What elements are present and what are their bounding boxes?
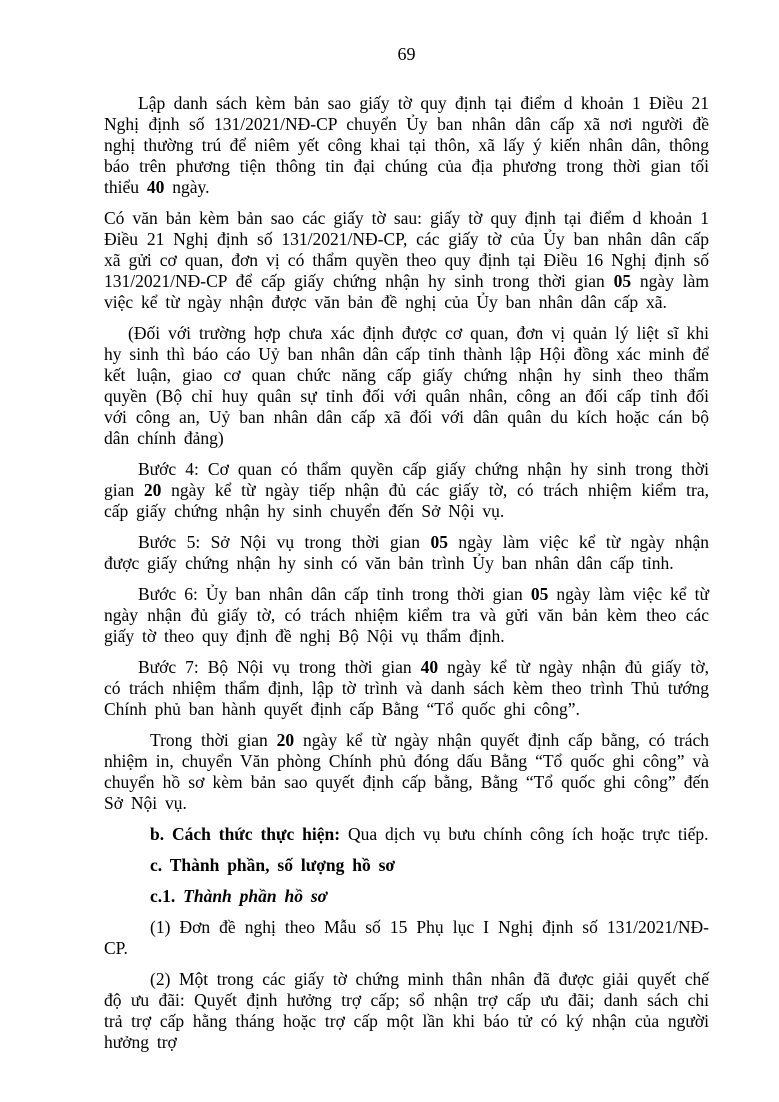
text-run: b. Cách thức thực hiện:: [150, 824, 341, 844]
text-run: Có văn bản kèm bản sao các giấy tờ sau: giấy tờ quy định tại điểm d khoản 1 Điều 21 Nghị định số 131/2021/NĐ-CP, các giấy tờ của Ủy ban nhân dân cấp xã gửi cơ quan, đơn vị có thẩm quyền theo quy định tại Điều 16 Nghị định số 131/2021/NĐ-CP để cấp giấy chứng nhận hy sinh trong thời gian: [104, 208, 709, 291]
paragraph: [104, 584, 709, 647]
text-run: (Đối với trường hợp chưa xác định được cơ quan, đơn vị quản lý liệt sĩ khi hy sinh thì báo cáo Uỷ ban nhân dân cấp tỉnh thành lập Hội đồng xác minh để kết luận, giao cơ quan chức năng cấp giấy chứng nhận hy sinh theo thẩm quyền (Bộ chỉ huy quân sự tỉnh đối với quân nhân, công an đối cấp tỉnh đối với công an, Uỷ ban nhân dân cấp xã đối với dân quân du kích hoặc cán bộ dân chính đảng): [104, 323, 709, 448]
paragraph: [104, 917, 709, 959]
paragraph: [104, 824, 709, 845]
text-run: Trong thời gian: [150, 730, 277, 750]
page-number: 69: [397, 44, 416, 64]
text-run: ngày kể từ ngày nhận quyết định cấp bằng, có trách nhiệm in, chuyển Văn phòng Chính phủ đóng dấu Bằng “Tổ quốc ghi công” và chuyển hồ sơ kèm bản sao quyết định cấp bằng, Bằng “Tổ quốc ghi công” đến Sở Nội vụ.: [104, 730, 709, 813]
document-body: [104, 93, 709, 1053]
text-run: ngày kể từ ngày nhận đủ giấy tờ, có trách nhiệm thẩm định, lập tờ trình và danh sách kèm theo trình Thủ tướng Chính phủ ban hành quyết định cấp Bằng “Tổ quốc ghi công”.: [104, 657, 709, 719]
text-run: Qua dịch vụ bưu chính công ích hoặc trực tiếp.: [340, 824, 709, 844]
text-run: 05: [430, 532, 448, 552]
text-run: 05: [613, 271, 632, 291]
text-run: c. Thành phần, số lượng hồ sơ: [150, 855, 396, 875]
text-run: 40: [146, 177, 165, 197]
paragraph: [104, 208, 709, 313]
text-run: ngày kể từ ngày tiếp nhận đủ các giấy tờ, có trách nhiệm kiểm tra, cấp giấy chứng nhận hy sinh chuyển đến Sở Nội vụ.: [104, 480, 709, 521]
paragraph: [104, 323, 709, 449]
text-run: ngày làm việc kể từ ngày nhận đủ giấy tờ, có trách nhiệm kiểm tra và gửi văn bản kèm theo các giấy tờ theo quy định đề nghị Bộ Nội vụ thẩm định.: [104, 584, 709, 646]
paragraph: [104, 93, 709, 198]
text-run: Thành phần hồ sơ: [183, 886, 328, 906]
text-run: ngày.: [164, 177, 210, 197]
paragraph: [104, 855, 709, 876]
text-run: Bước 5: Sở Nội vụ trong thời gian: [138, 532, 431, 552]
text-run: Bước 4: Cơ quan có thẩm quyền cấp giấy chứng nhận hy sinh trong thời gian: [104, 459, 709, 500]
text-run: ngày làm việc kể từ ngày nhận được giấy chứng nhận hy sinh có văn bản trình Ủy ban nhân dân cấp tỉnh.: [104, 532, 709, 573]
text-run: 40: [420, 657, 439, 677]
text-run: (1) Đơn đề nghị theo Mẫu số 15 Phụ lục I Nghị định số 131/2021/NĐ-CP.: [104, 917, 709, 958]
paragraph: [104, 886, 709, 907]
paragraph: [104, 657, 709, 720]
text-run: 05: [530, 584, 549, 604]
text-run: Bước 7: Bộ Nội vụ trong thời gian: [138, 657, 421, 677]
text-run: c.1.: [150, 886, 184, 906]
paragraph: [104, 459, 709, 522]
text-run: (2) Một trong các giấy tờ chứng minh thân nhân đã được giải quyết chế độ ưu đãi: Quyết định hưởng trợ cấp; sổ nhận trợ cấp ưu đãi; danh sách chi trả trợ cấp hằng tháng hoặc trợ cấp một lần khi báo tử có ký nhận của người hưởng trợ: [104, 969, 709, 1052]
text-run: Lập danh sách kèm bản sao giấy tờ quy định tại điểm d khoản 1 Điều 21 Nghị định số 131/2021/NĐ-CP chuyển Ủy ban nhân dân cấp xã nơi người đề nghị thường trú để niêm yết công khai tại thôn, xã lấy ý kiến nhân dân, thông báo trên phương tiện thông tin đại chúng của địa phương trong thời gian tối thiểu: [104, 93, 709, 197]
text-run: 20: [143, 480, 162, 500]
paragraph: [104, 532, 709, 574]
text-run: Bước 6: Ủy ban nhân dân cấp tỉnh trong thời gian: [138, 584, 531, 604]
text-run: 20: [276, 730, 295, 750]
paragraph: [104, 730, 709, 814]
paragraph: [104, 969, 709, 1053]
text-run: ngày làm việc kể từ ngày nhận được văn bản đề nghị của Ủy ban nhân dân cấp xã.: [104, 271, 709, 312]
